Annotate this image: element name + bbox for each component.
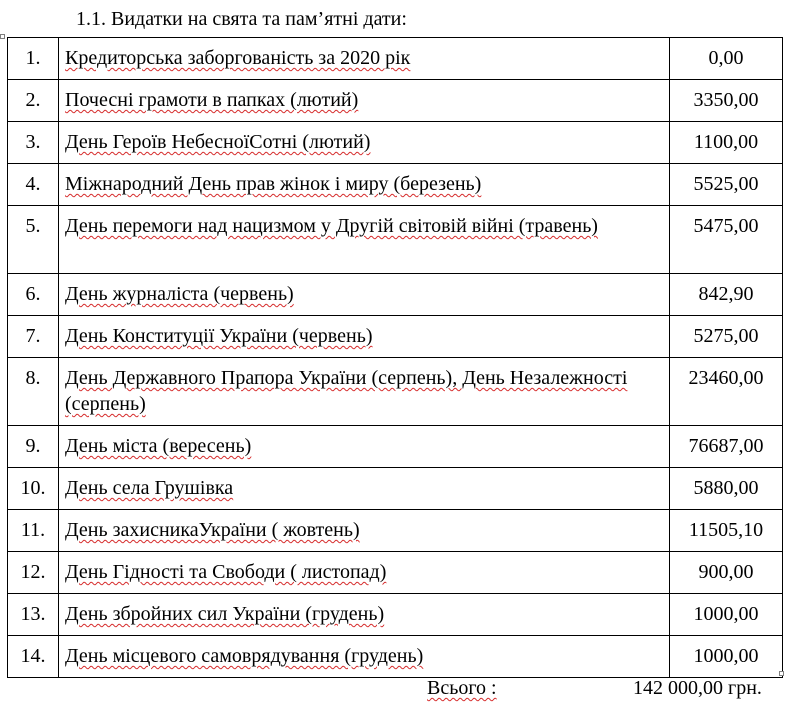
row-amount: 1000,00 bbox=[670, 594, 783, 636]
table-row bbox=[8, 316, 783, 358]
section-heading: 1.1. Видатки на свята та пам’ятні дати: bbox=[76, 8, 407, 30]
row-name: День місцевого самоврядування (грудень) bbox=[59, 636, 670, 678]
row-name: День села Грушівка bbox=[59, 468, 670, 510]
row-number: 14. bbox=[8, 636, 59, 678]
table-move-handle[interactable] bbox=[0, 34, 5, 39]
table-row bbox=[8, 206, 783, 274]
row-number: 6. bbox=[8, 274, 59, 316]
table-resize-handle[interactable] bbox=[779, 671, 784, 676]
row-amount: 842,90 bbox=[670, 274, 783, 316]
row-number: 4. bbox=[8, 164, 59, 206]
row-name: День журналіста (червень) bbox=[59, 274, 670, 316]
row-name: День збройних сил України (грудень) bbox=[59, 594, 670, 636]
total-label: Всього : bbox=[427, 677, 497, 699]
row-amount: 900,00 bbox=[670, 552, 783, 594]
row-amount: 5475,00 bbox=[670, 206, 783, 274]
row-number: 8. bbox=[8, 358, 59, 426]
row-name: Почесні грамоти в папках (лютий) bbox=[59, 80, 670, 122]
table-row bbox=[8, 164, 783, 206]
row-name: День Героїв НебесноїСотні (лютий) bbox=[59, 122, 670, 164]
row-number: 9. bbox=[8, 426, 59, 468]
row-number: 11. bbox=[8, 510, 59, 552]
table-row bbox=[8, 594, 783, 636]
table-row bbox=[8, 510, 783, 552]
table-row bbox=[8, 468, 783, 510]
row-name: День перемоги над нацизмом у Другій світовій війні (травень) bbox=[59, 206, 670, 274]
row-number: 7. bbox=[8, 316, 59, 358]
row-name: День Гідності та Свободи ( листопад) bbox=[59, 552, 670, 594]
row-name: День захисникаУкраїни ( жовтень) bbox=[59, 510, 670, 552]
row-amount: 5275,00 bbox=[670, 316, 783, 358]
row-number: 12. bbox=[8, 552, 59, 594]
row-number: 10. bbox=[8, 468, 59, 510]
expenses-table bbox=[7, 37, 783, 678]
row-amount: 3350,00 bbox=[670, 80, 783, 122]
row-name: День Державного Прапора України (серпень), День Незалежності (серпень) bbox=[59, 358, 670, 426]
row-amount: 5880,00 bbox=[670, 468, 783, 510]
row-number: 1. bbox=[8, 38, 59, 80]
total-amount: 142 000,00 грн. bbox=[633, 677, 762, 699]
row-amount: 1000,00 bbox=[670, 636, 783, 678]
row-amount: 11505,10 bbox=[670, 510, 783, 552]
table-row bbox=[8, 80, 783, 122]
table-row bbox=[8, 636, 783, 678]
row-amount: 76687,00 bbox=[670, 426, 783, 468]
row-amount: 5525,00 bbox=[670, 164, 783, 206]
row-number: 2. bbox=[8, 80, 59, 122]
row-amount: 1100,00 bbox=[670, 122, 783, 164]
table-row bbox=[8, 38, 783, 80]
row-name: Кредиторська заборгованість за 2020 рік bbox=[59, 38, 670, 80]
table-row bbox=[8, 552, 783, 594]
table-row bbox=[8, 426, 783, 468]
row-amount: 23460,00 bbox=[670, 358, 783, 426]
row-amount: 0,00 bbox=[670, 38, 783, 80]
row-name: Міжнародний День прав жінок і миру (березень) bbox=[59, 164, 670, 206]
row-name: День Конституції України (червень) bbox=[59, 316, 670, 358]
table-row bbox=[8, 122, 783, 164]
table-row bbox=[8, 358, 783, 426]
row-number: 13. bbox=[8, 594, 59, 636]
table-row bbox=[8, 274, 783, 316]
row-name: День міста (вересень) bbox=[59, 426, 670, 468]
row-number: 3. bbox=[8, 122, 59, 164]
row-number: 5. bbox=[8, 206, 59, 274]
